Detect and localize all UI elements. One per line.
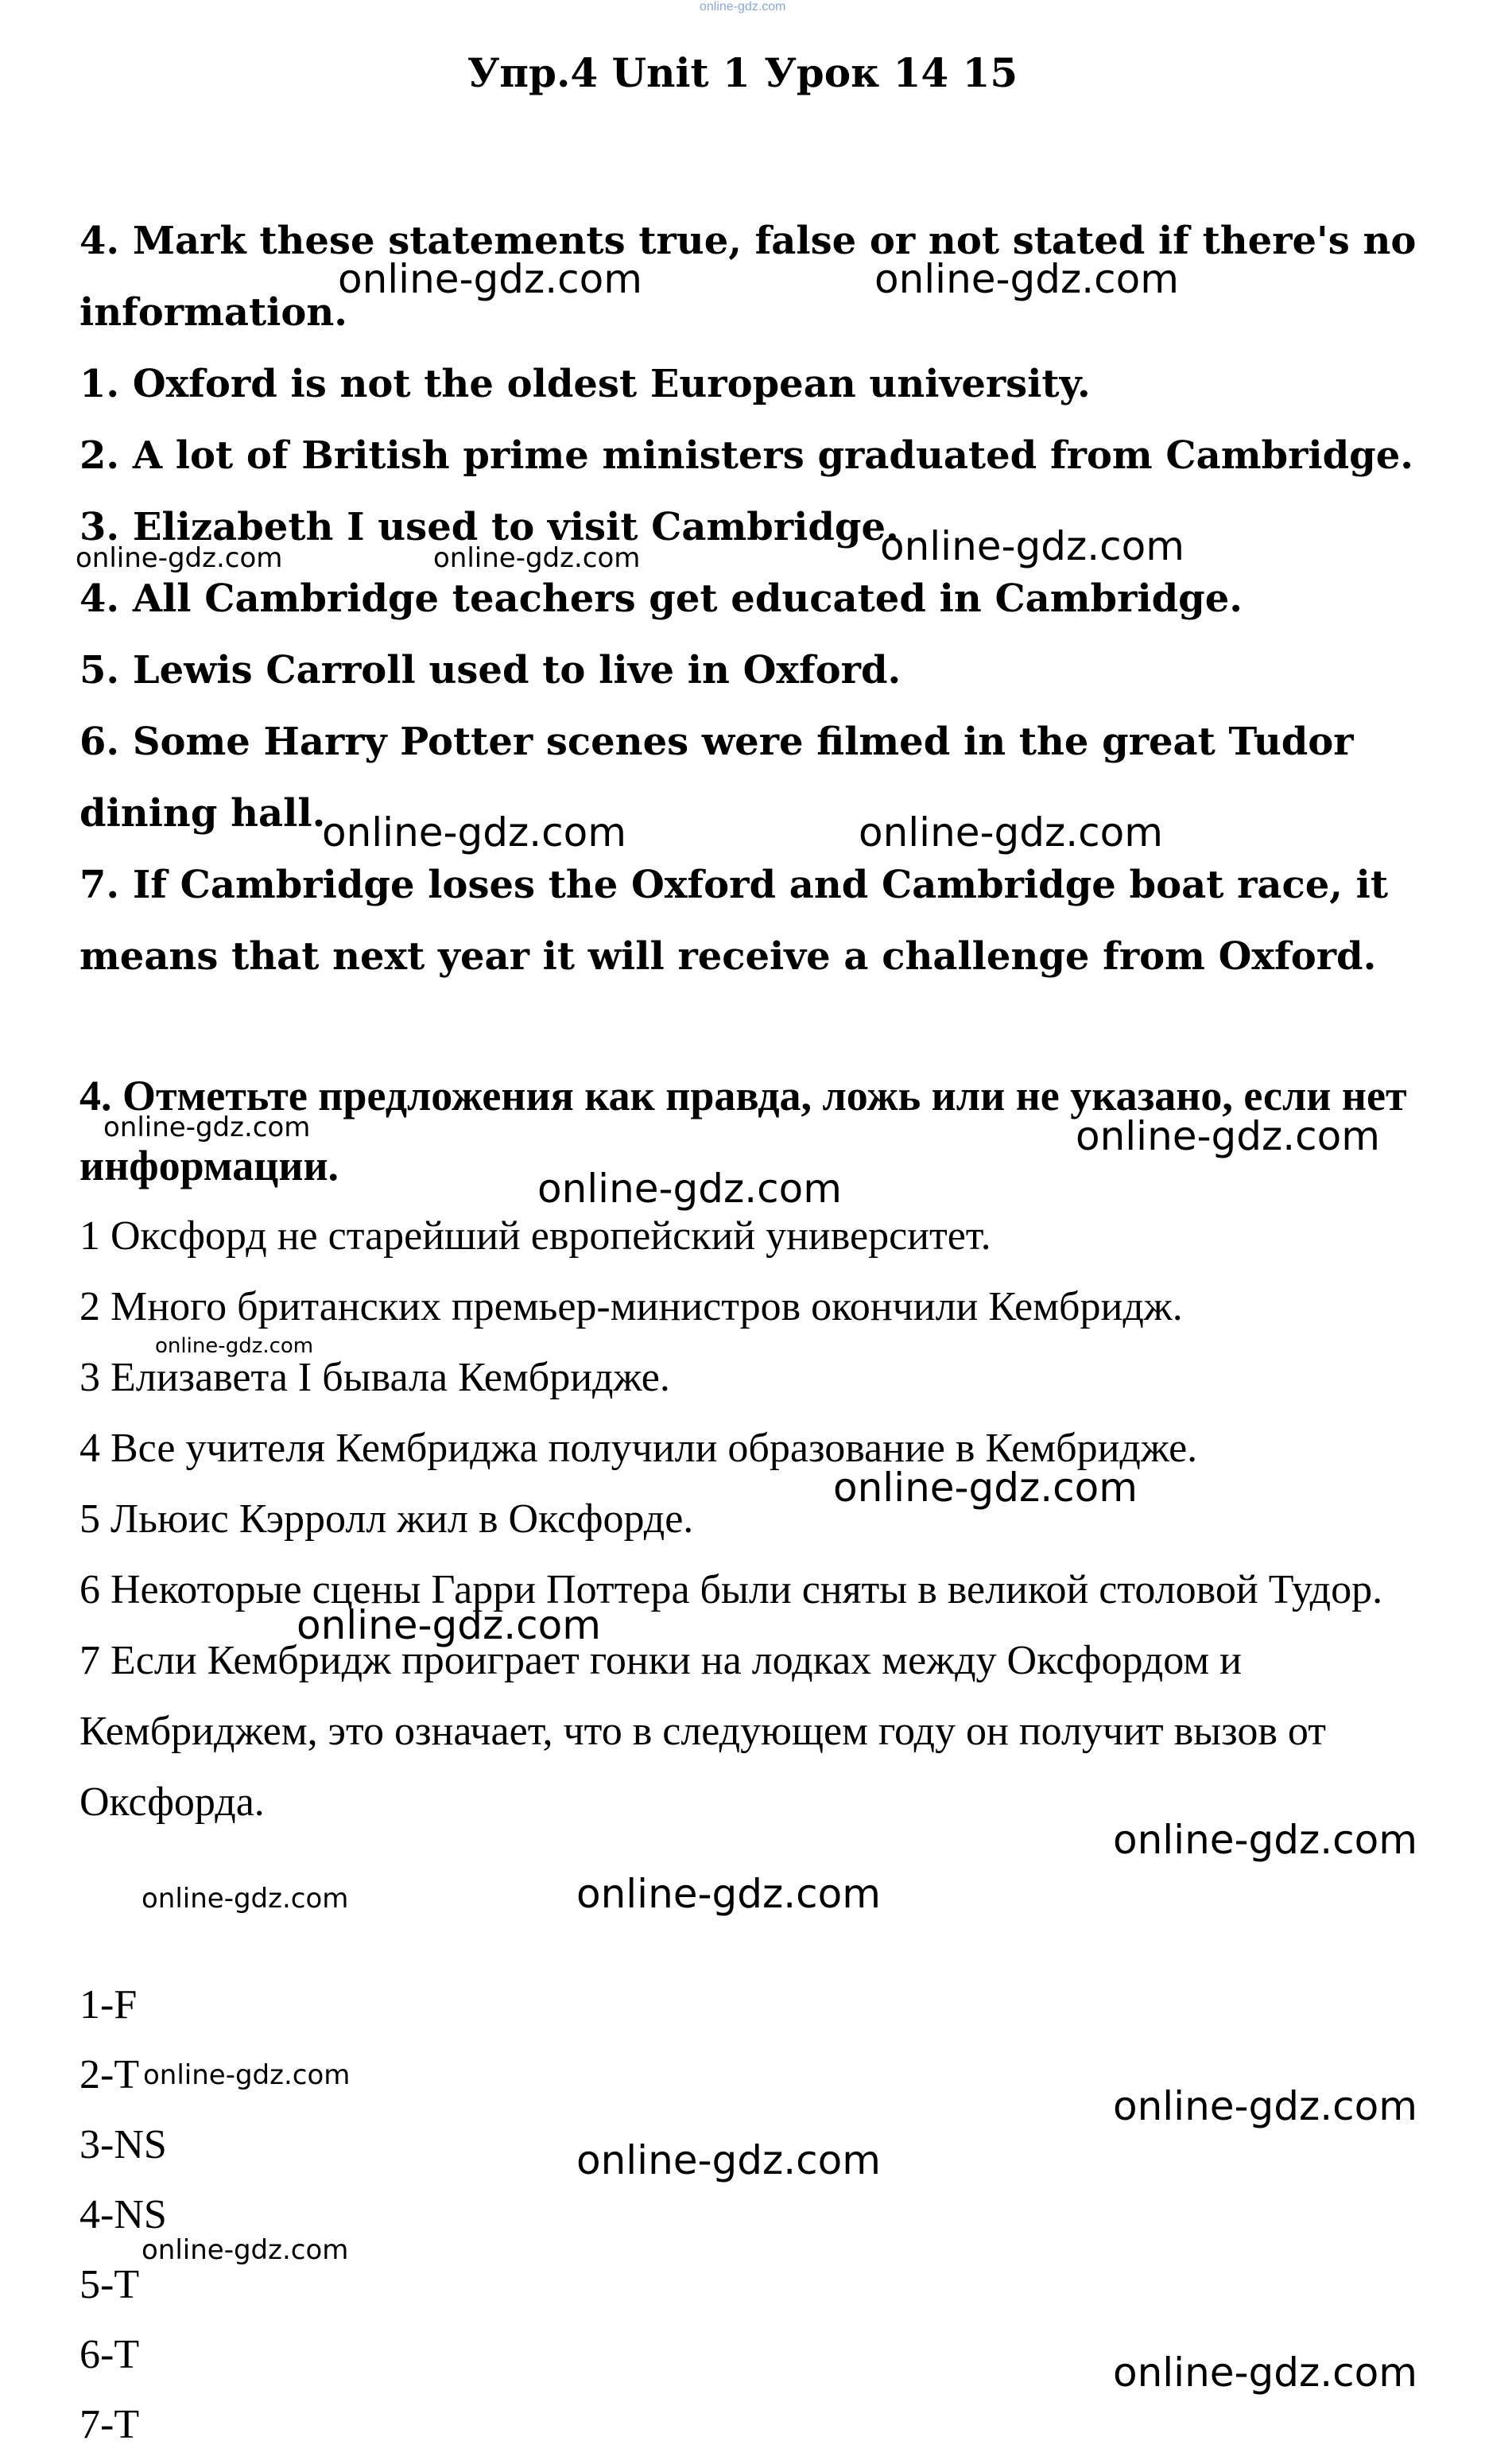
russian-statement-6: 6 Некоторые сцены Гарри Поттера были сняты в великой столовой Тудор. [79, 1567, 1383, 1612]
watermark: online-gdz.com [142, 1883, 349, 1915]
english-section [79, 205, 1447, 992]
english-statement-6: 6. Some Harry Potter scenes were filmed in the great Tudor dining hall. [79, 720, 1354, 836]
russian-task: 4. Отметьте предложения как правда, ложь или не указано, если нет информации. [79, 1072, 1407, 1189]
answer-1: 1-F [79, 1982, 138, 2027]
watermark: online-gdz.com [576, 1871, 881, 1917]
english-statement-1: 1. Oxford is not the oldest European university. [79, 362, 1091, 406]
watermark: online-gdz.com [576, 2137, 881, 2183]
watermark: online-gdz.com [76, 542, 283, 574]
watermark: online-gdz.com [859, 809, 1163, 856]
english-statement-3: 3. Elizabeth I used to visit Cambridge. [79, 505, 899, 549]
watermark: online-gdz.com [874, 256, 1179, 302]
english-task: 4. Mark these statements true, false or not stated if there's no information. [79, 219, 1417, 335]
watermark: online-gdz.com [143, 2059, 351, 2091]
english-statement-5: 5. Lewis Carroll used to live in Oxford. [79, 648, 901, 693]
watermark: online-gdz.com [338, 256, 642, 302]
watermark: online-gdz.com [1076, 1113, 1380, 1159]
answer-5: 5-T [79, 2262, 140, 2307]
answer-4: 4-NS [79, 2192, 167, 2237]
watermark: online-gdz.com [142, 2234, 349, 2266]
russian-statement-7: 7 Если Кембридж проиграет гонки на лодках между Оксфордом и Кембриджем, это означает, что в следующем году он получит вызов от Оксфорда. [79, 1638, 1326, 1825]
russian-statement-4: 4 Все учителя Кембриджа получили образование в Кембридже. [79, 1426, 1198, 1471]
answers-list [79, 1970, 167, 2460]
russian-statement-1: 1 Оксфорд не старейший европейский университет. [79, 1213, 991, 1259]
watermark: online-gdz.com [433, 542, 641, 574]
english-statement-7: 7. If Cambridge loses the Oxford and Cambridge boat race, it means that next year it will receive a challenge from Oxford. [79, 863, 1389, 979]
watermark: online-gdz.com [537, 1166, 842, 1212]
watermark: online-gdz.com [103, 1112, 311, 1143]
watermark: online-gdz.com [833, 1465, 1138, 1511]
answer-2: 2-T [79, 2052, 140, 2097]
watermark: online-gdz.com [297, 1602, 601, 1648]
page-title: Упр.4 Unit 1 Урок 14 15 [467, 49, 1018, 96]
english-statement-4: 4. All Cambridge teachers get educated in Cambridge. [79, 576, 1243, 621]
watermark: online-gdz.com [1113, 2350, 1417, 2396]
site-mark: online-gdz.com [700, 0, 786, 14]
watermark: online-gdz.com [880, 523, 1185, 569]
watermark: online-gdz.com [1113, 2083, 1417, 2129]
russian-statement-5: 5 Льюис Кэрролл жил в Оксфорде. [79, 1496, 694, 1542]
watermark: online-gdz.com [1113, 1817, 1417, 1863]
russian-statement-2: 2 Много британских премьер-министров окончили Кембридж. [79, 1284, 1183, 1329]
russian-statement-3: 3 Елизавета I бывала Кембридже. [79, 1355, 670, 1400]
answer-6: 6-T [79, 2332, 140, 2377]
answer-3: 3-NS [79, 2122, 167, 2167]
english-statement-2: 2. A lot of British prime ministers graduated from Cambridge. [79, 433, 1413, 478]
answer-7: 7-T [79, 2402, 140, 2447]
watermark: online-gdz.com [155, 1334, 314, 1358]
watermark: online-gdz.com [322, 809, 626, 856]
